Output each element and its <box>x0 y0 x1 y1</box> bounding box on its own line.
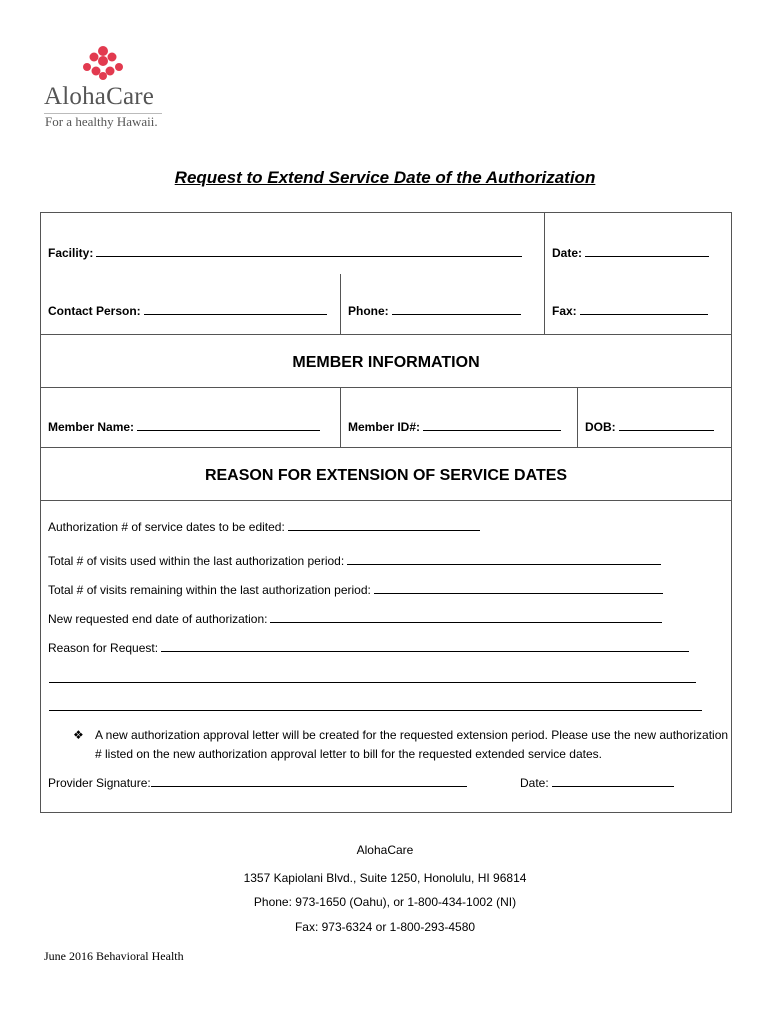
divider-vertical <box>340 387 341 447</box>
dob-field <box>585 419 714 434</box>
fax-input[interactable] <box>580 303 708 315</box>
extension-request-form <box>40 212 732 813</box>
provider-signature-input[interactable] <box>151 775 467 787</box>
reason-heading: REASON FOR EXTENSION OF SERVICE DATES <box>204 467 568 484</box>
end-date-field <box>48 611 662 626</box>
contact-person-field <box>48 303 327 318</box>
footer-org: AlohaCare <box>356 843 414 857</box>
divider-horizontal <box>41 387 731 388</box>
signature-date-field <box>520 775 674 790</box>
dob-input[interactable] <box>619 419 714 431</box>
facility-input[interactable] <box>96 245 522 257</box>
fax-field <box>552 303 708 318</box>
end-date-input[interactable] <box>270 611 662 623</box>
divider-vertical <box>340 274 341 334</box>
visits-used-field <box>48 553 661 568</box>
footer-phone: Phone: 973-1650 (Oahu), or 1-800-434-1002 (NI) <box>253 895 517 909</box>
divider-vertical <box>544 213 545 334</box>
dob-label: DOB: <box>585 420 616 434</box>
footer-fax: Fax: 973-6324 or 1-800-293-4580 <box>294 920 476 934</box>
member-name-input[interactable] <box>137 419 320 431</box>
member-id-label: Member ID#: <box>348 420 421 434</box>
end-date-label: New requested end date of authorization: <box>48 612 268 626</box>
date-input[interactable] <box>585 245 709 257</box>
member-id-field <box>348 419 561 434</box>
member-information-heading: MEMBER INFORMATION <box>292 354 480 371</box>
diamond-bullet-icon: ❖ <box>73 728 84 742</box>
contact-person-input[interactable] <box>144 303 327 315</box>
fax-label: Fax: <box>552 304 577 318</box>
visits-remaining-field <box>48 582 663 597</box>
provider-signature-field <box>48 775 467 790</box>
divider-horizontal <box>41 447 731 448</box>
authorization-number-label: Authorization # of service dates to be edited: <box>48 520 285 534</box>
note-text: A new authorization approval letter will be created for the requested extension period. Please use the new authorization # listed on the new authorization approval letter to bill for the requested extended service dates. <box>95 728 729 761</box>
footer-address: 1357 Kapiolani Blvd., Suite 1250, Honolulu, HI 96814 <box>243 871 527 885</box>
phone-input[interactable] <box>392 303 521 315</box>
visits-used-input[interactable] <box>347 553 661 565</box>
reason-for-request-line-2[interactable] <box>49 682 696 683</box>
phone-label: Phone: <box>348 304 389 318</box>
reason-for-request-line-3[interactable] <box>49 710 702 711</box>
member-id-input[interactable] <box>423 419 561 431</box>
visits-remaining-input[interactable] <box>374 582 663 594</box>
logo-brand-name: AlohaCare <box>44 83 155 110</box>
authorization-number-field <box>48 519 480 534</box>
reason-for-request-label: Reason for Request: <box>48 641 159 655</box>
phone-field <box>348 303 521 318</box>
member-name-field <box>48 419 320 434</box>
date-label: Date: <box>552 246 583 260</box>
member-name-label: Member Name: <box>48 420 135 434</box>
reason-for-request-input[interactable] <box>161 640 689 652</box>
divider-vertical <box>577 387 578 447</box>
hibiscus-flower-icon <box>79 45 127 81</box>
signature-date-label: Date: <box>520 776 549 790</box>
facility-label: Facility: <box>48 246 94 260</box>
contact-person-label: Contact Person: <box>48 304 141 318</box>
aloha-care-logo <box>44 45 174 130</box>
divider-horizontal <box>41 334 731 335</box>
logo-tagline: For a healthy Hawaii. <box>45 114 158 129</box>
date-field <box>552 245 709 260</box>
facility-field <box>48 245 522 260</box>
visits-used-label: Total # of visits used within the last authorization period: <box>48 554 345 568</box>
provider-signature-label: Provider Signature: <box>48 776 151 790</box>
revision-note: June 2016 Behavioral Health <box>44 949 184 963</box>
authorization-number-input[interactable] <box>288 519 480 531</box>
form-title: Request to Extend Service Date of the Authorization <box>174 168 596 187</box>
divider-horizontal <box>41 500 731 501</box>
signature-date-input[interactable] <box>552 775 674 787</box>
visits-remaining-label: Total # of visits remaining within the last authorization period: <box>48 583 371 597</box>
reason-for-request-field <box>48 640 689 655</box>
